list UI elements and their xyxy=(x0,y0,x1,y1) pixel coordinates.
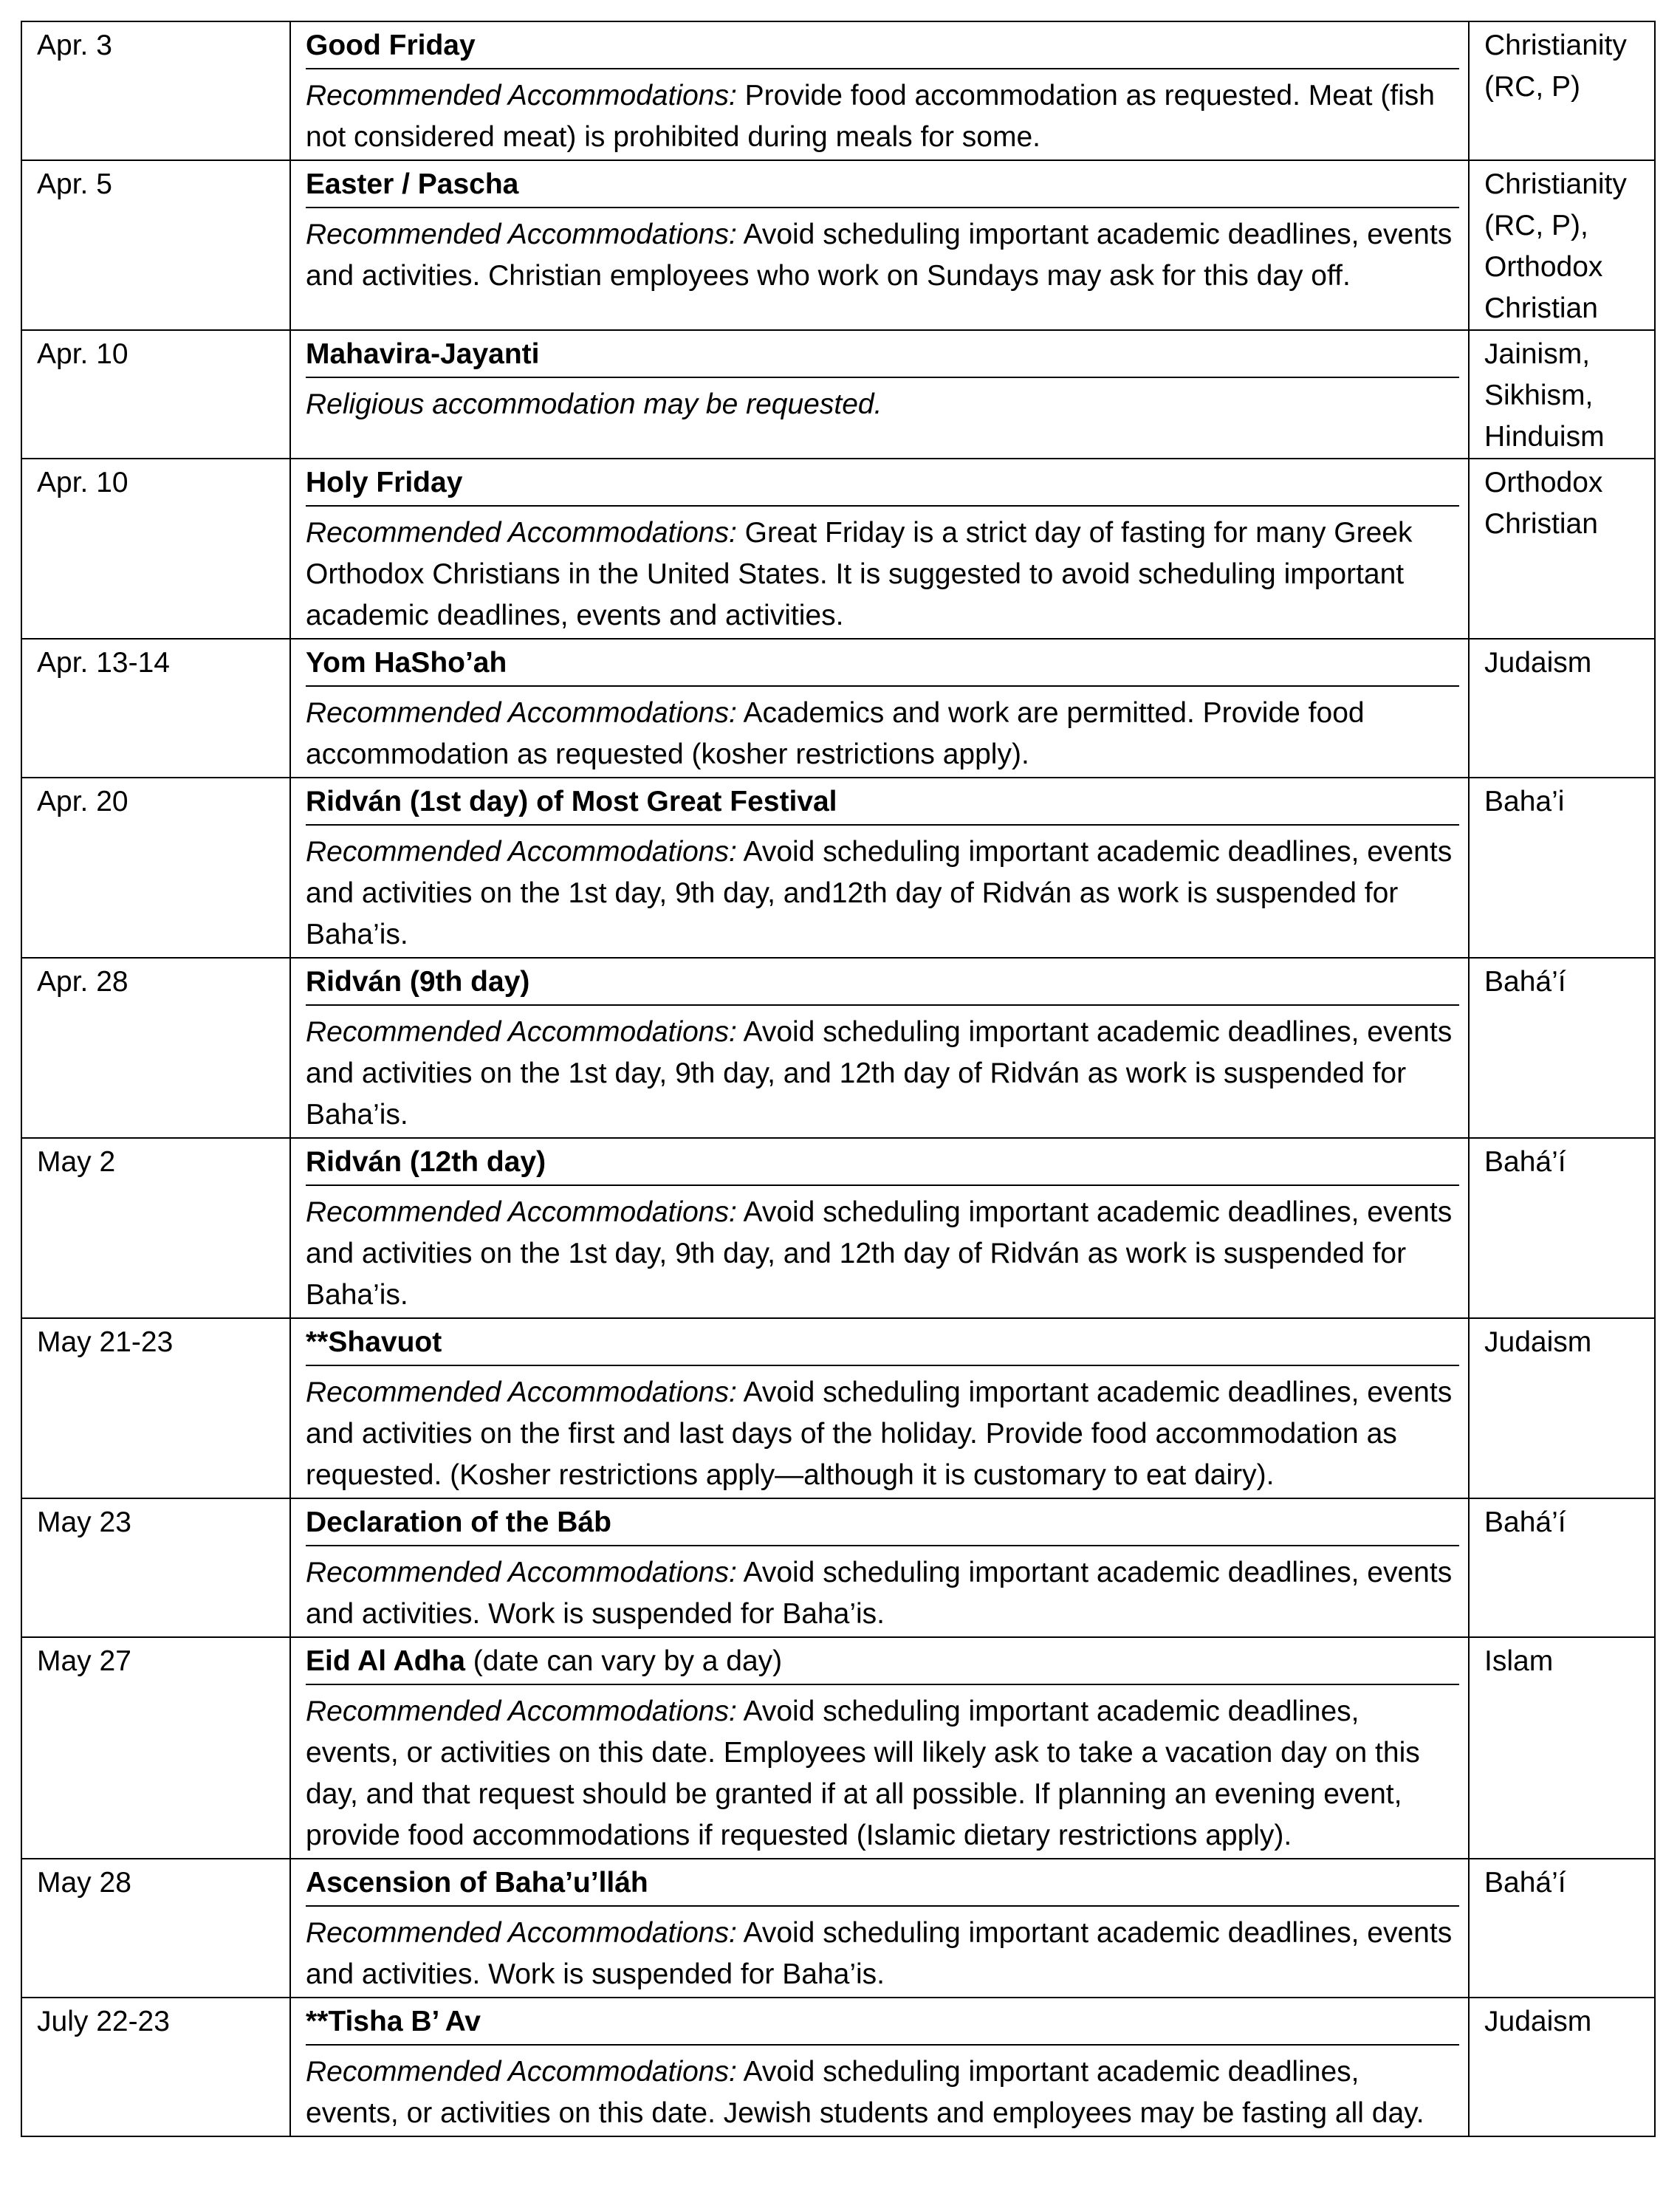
religion-name: Christianity (RC, P), Orthodox Christian xyxy=(1484,168,1627,324)
holiday-details-cell xyxy=(290,778,1469,958)
religion-name: Judaism xyxy=(1484,647,1592,679)
holiday-date: May 21-23 xyxy=(37,1326,174,1358)
holiday-details-cell xyxy=(290,1637,1469,1859)
religion-cell xyxy=(1469,778,1655,958)
religion-cell xyxy=(1469,639,1655,778)
accommodation-lead: Recommended Accommodations: xyxy=(306,697,737,729)
holiday-date: May 27 xyxy=(37,1645,131,1677)
holiday-row xyxy=(21,459,1655,639)
accommodation-text xyxy=(306,1186,1459,1317)
holiday-row xyxy=(21,1998,1655,2136)
accommodation-text xyxy=(306,2046,1459,2136)
accommodation-lead: Recommended Accommodations: xyxy=(306,1557,737,1588)
religion-cell xyxy=(1469,1318,1655,1498)
table-body xyxy=(21,21,1655,2136)
accommodation-detail: Academics and work are permitted. Provide food accommodation as requested (kosher restrictions apply). xyxy=(306,697,1365,770)
holiday-details-cell xyxy=(290,1859,1469,1998)
holiday-row xyxy=(21,1138,1655,1318)
holiday-name-note: (date can vary by a day) xyxy=(473,1645,783,1677)
holiday-row xyxy=(21,1859,1655,1998)
holiday-date: Apr. 10 xyxy=(37,467,128,498)
holiday-title-line xyxy=(306,1638,1459,1685)
date-cell xyxy=(21,639,290,778)
accommodation-detail: Avoid scheduling important academic deadlines, events, or activities on this date. Employees will likely ask to take a vacation day on this day, and that request should be granted if at all possible. If planning an evening event, provide food accommodations if requested (Islamic dietary restrictions apply). xyxy=(306,1696,1420,1851)
religion-name: Bahá’í xyxy=(1484,1146,1566,1178)
holiday-name: Easter / Pascha xyxy=(306,168,519,200)
accommodation-lead: Recommended Accommodations: xyxy=(306,1196,737,1228)
religion-cell xyxy=(1469,1498,1655,1637)
religion-name: Orthodox Christian xyxy=(1484,467,1603,540)
date-cell xyxy=(21,1138,290,1318)
religion-cell xyxy=(1469,958,1655,1138)
accommodation-detail: Avoid scheduling important academic deadlines, events, or activities on this date. Jewish students and employees may be fasting all day. xyxy=(306,2056,1424,2129)
religion-cell xyxy=(1469,330,1655,459)
religion-name: Jainism, Sikhism, Hinduism xyxy=(1484,338,1605,453)
accommodation-lead: Recommended Accommodations: xyxy=(306,517,737,549)
holiday-title-line xyxy=(306,1998,1459,2046)
holiday-details-cell xyxy=(290,459,1469,639)
date-cell xyxy=(21,1998,290,2136)
holiday-row xyxy=(21,21,1655,160)
religion-name: Islam xyxy=(1484,1645,1554,1677)
accommodation-lead: Recommended Accommodations: xyxy=(306,1016,737,1048)
accommodation-lead: Recommended Accommodations: xyxy=(306,1917,737,1949)
date-cell xyxy=(21,330,290,459)
holiday-date: Apr. 20 xyxy=(37,786,128,817)
holiday-title-line xyxy=(306,459,1459,507)
holiday-name: Eid Al Adha xyxy=(306,1645,465,1677)
holiday-name: Ascension of Baha’u’lláh xyxy=(306,1867,648,1899)
accommodation-detail: Great Friday is a strict day of fasting for many Greek Orthodox Christians in the United States. It is suggested to avoid scheduling important academic deadlines, events and activities. xyxy=(306,517,1413,631)
date-cell xyxy=(21,1318,290,1498)
religion-cell xyxy=(1469,1859,1655,1998)
holiday-details-cell xyxy=(290,1498,1469,1637)
holiday-date: Apr. 3 xyxy=(37,30,112,61)
holiday-row xyxy=(21,1498,1655,1637)
accommodation-text xyxy=(306,507,1459,638)
holiday-details-cell xyxy=(290,1998,1469,2136)
holiday-title-line xyxy=(306,1139,1459,1186)
holiday-name: Mahavira-Jayanti xyxy=(306,338,540,370)
accommodation-lead: Recommended Accommodations: xyxy=(306,1696,737,1727)
date-cell xyxy=(21,160,290,330)
holiday-name: Good Friday xyxy=(306,30,476,61)
holiday-date: Apr. 13-14 xyxy=(37,647,170,679)
accommodation-text xyxy=(306,1546,1459,1636)
date-cell xyxy=(21,21,290,160)
religion-name: Judaism xyxy=(1484,1326,1592,1358)
holiday-title-line xyxy=(306,22,1459,69)
accommodation-text xyxy=(306,826,1459,957)
accommodation-detail: Avoid scheduling important academic deadlines, events and activities on the 1st day, 9th day, and 12th day of Ridván as work is suspended for Baha’is. xyxy=(306,1016,1453,1131)
holiday-row xyxy=(21,1318,1655,1498)
religion-name: Judaism xyxy=(1484,2006,1592,2037)
accommodation-text xyxy=(306,69,1459,160)
date-cell xyxy=(21,1859,290,1998)
holiday-name: Ridván (1st day) of Most Great Festival xyxy=(306,786,837,817)
accommodation-detail: Avoid scheduling important academic deadlines, events and activities on the 1st day, 9th day, and12th day of Ridván as work is suspended for Baha’is. xyxy=(306,836,1453,950)
accommodation-lead: Recommended Accommodations: xyxy=(306,1376,737,1408)
holiday-title-line xyxy=(306,1499,1459,1546)
accommodation-text xyxy=(306,1685,1459,1858)
accommodation-lead: Recommended Accommodations: xyxy=(306,80,737,112)
holiday-details-cell xyxy=(290,1138,1469,1318)
religion-cell xyxy=(1469,1637,1655,1859)
religion-name: Bahá’í xyxy=(1484,1506,1566,1538)
date-cell xyxy=(21,459,290,639)
accommodation-text xyxy=(306,208,1459,298)
holiday-name: Ridván (9th day) xyxy=(306,966,530,998)
accommodation-detail: Avoid scheduling important academic deadlines, events and activities. Work is suspended for Baha’is. xyxy=(306,1557,1453,1630)
accommodation-text xyxy=(306,1907,1459,1997)
holiday-title-line xyxy=(306,1859,1459,1907)
religion-name: Bahá’í xyxy=(1484,1867,1566,1899)
religion-cell xyxy=(1469,1138,1655,1318)
holiday-title-line xyxy=(306,640,1459,687)
holiday-name: Declaration of the Báb xyxy=(306,1506,611,1538)
religion-cell xyxy=(1469,160,1655,330)
holiday-title-line xyxy=(306,331,1459,378)
accommodation-lead: Recommended Accommodations: xyxy=(306,2056,737,2088)
holiday-row xyxy=(21,778,1655,958)
holiday-name: **Tisha B’ Av xyxy=(306,2006,481,2037)
holiday-details-cell xyxy=(290,330,1469,459)
holiday-row xyxy=(21,958,1655,1138)
holiday-date: Apr. 5 xyxy=(37,168,112,200)
religion-cell xyxy=(1469,1998,1655,2136)
holiday-accommodations-table xyxy=(21,21,1656,2137)
date-cell xyxy=(21,778,290,958)
holiday-date: July 22-23 xyxy=(37,2006,170,2037)
holiday-date: Apr. 28 xyxy=(37,966,128,998)
accommodation-detail: Avoid scheduling important academic deadlines, events and activities. Work is suspended for Baha’is. xyxy=(306,1917,1453,1990)
date-cell xyxy=(21,958,290,1138)
holiday-date: May 2 xyxy=(37,1146,116,1178)
holiday-details-cell xyxy=(290,1318,1469,1498)
holiday-title-line xyxy=(306,959,1459,1006)
holiday-row xyxy=(21,1637,1655,1859)
holiday-details-cell xyxy=(290,639,1469,778)
holiday-name: Holy Friday xyxy=(306,467,463,498)
religion-name: Christianity (RC, P) xyxy=(1484,30,1627,103)
date-cell xyxy=(21,1637,290,1859)
religion-name: Bahá’í xyxy=(1484,966,1566,998)
accommodation-lead: Religious accommodation may be requested. xyxy=(306,388,882,420)
holiday-title-line xyxy=(306,161,1459,208)
date-cell xyxy=(21,1498,290,1637)
holiday-date: May 28 xyxy=(37,1867,131,1899)
holiday-row xyxy=(21,330,1655,459)
religion-cell xyxy=(1469,459,1655,639)
accommodation-lead: Recommended Accommodations: xyxy=(306,836,737,868)
religion-cell xyxy=(1469,21,1655,160)
accommodation-text xyxy=(306,687,1459,777)
accommodation-lead: Recommended Accommodations: xyxy=(306,219,737,250)
accommodation-detail: Avoid scheduling important academic deadlines, events and activities on the first and last days of the holiday. Provide food accommodation as requested. (Kosher restrictions apply—although it is customary to eat dairy). xyxy=(306,1376,1453,1491)
accommodation-detail: Provide food accommodation as requested. Meat (fish not considered meat) is prohibited during meals for some. xyxy=(306,80,1435,153)
holiday-name: Yom HaSho’ah xyxy=(306,647,507,679)
holiday-details-cell xyxy=(290,958,1469,1138)
holiday-details-cell xyxy=(290,21,1469,160)
holiday-row xyxy=(21,160,1655,330)
accommodation-detail: Avoid scheduling important academic deadlines, events and activities on the 1st day, 9th day, and 12th day of Ridván as work is suspended for Baha’is. xyxy=(306,1196,1453,1311)
religion-name: Baha’i xyxy=(1484,786,1565,817)
holiday-details-cell xyxy=(290,160,1469,330)
holiday-date: May 23 xyxy=(37,1506,131,1538)
holiday-name: **Shavuot xyxy=(306,1326,442,1358)
holiday-title-line xyxy=(306,1319,1459,1366)
accommodation-text xyxy=(306,1006,1459,1137)
holiday-title-line xyxy=(306,778,1459,826)
holiday-row xyxy=(21,639,1655,778)
accommodation-detail: Avoid scheduling important academic deadlines, events and activities. Christian employees who work on Sundays may ask for this day off. xyxy=(306,219,1453,292)
holiday-name: Ridván (12th day) xyxy=(306,1146,546,1178)
accommodation-text xyxy=(306,378,1459,427)
accommodation-text xyxy=(306,1366,1459,1498)
holiday-date: Apr. 10 xyxy=(37,338,128,370)
